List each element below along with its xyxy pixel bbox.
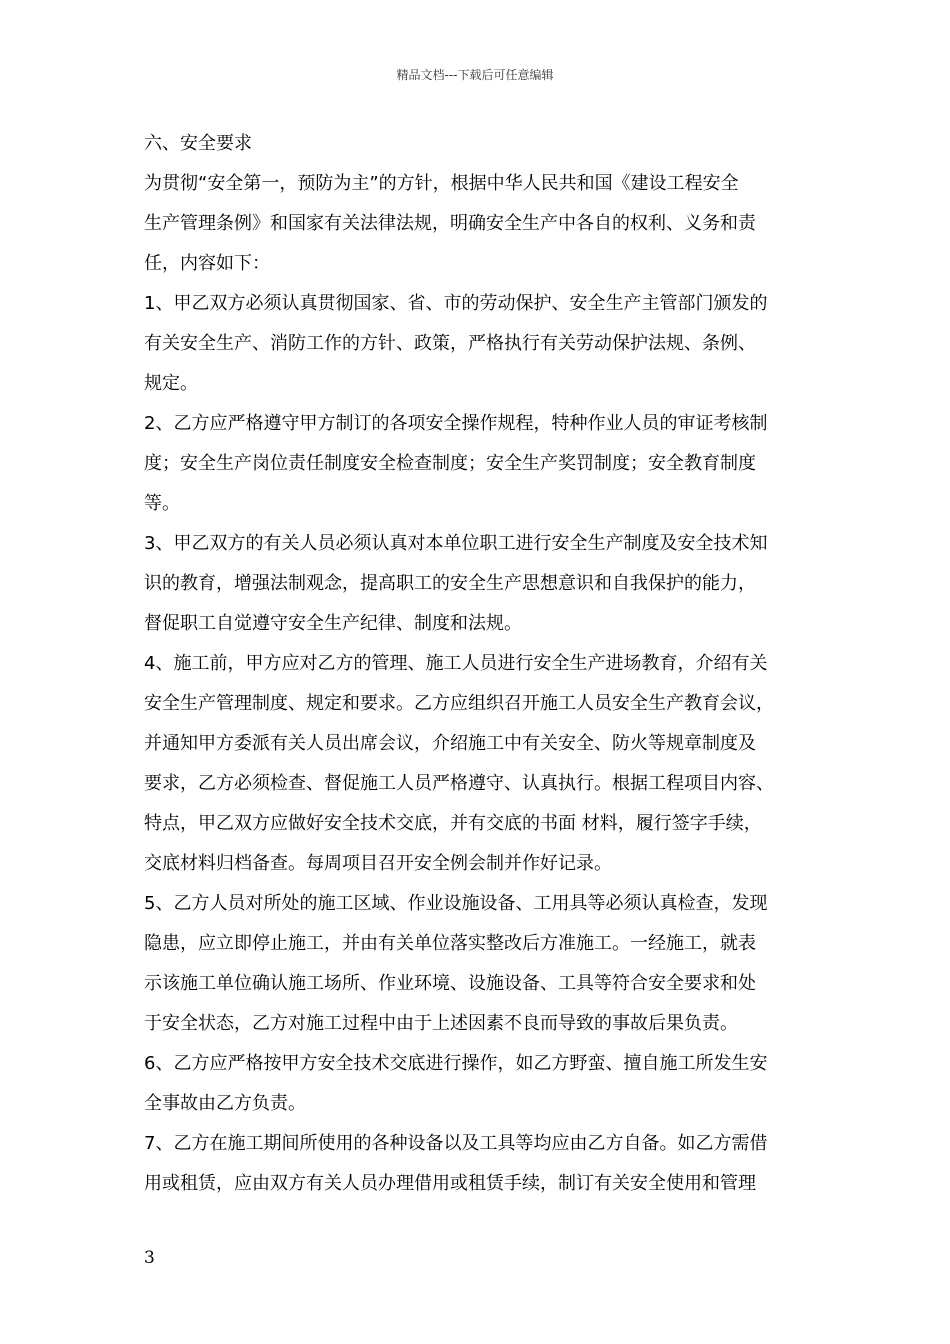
section-title: 六、安全要求 <box>144 133 252 154</box>
text-line: 全事故由乙方负责。 <box>144 1093 306 1114</box>
text-line: 等。 <box>144 493 180 514</box>
text-line: 7、乙方在施工期间所使用的各种设备以及工具等均应由乙方自备。如乙方需借 <box>144 1133 768 1154</box>
text-line: 于安全状态，乙方对施工过程中由于上述因素不良而导致的事故后果负责。 <box>144 1013 738 1034</box>
text-line: 规定。 <box>144 373 198 394</box>
text-line: 生产管理条例》和国家有关法律法规，明确安全生产中各自的权利、义务和责 <box>144 213 756 234</box>
text-line: 2、乙方应严格遵守甲方制订的各项安全操作规程，特种作业人员的审证考核制 <box>144 413 768 434</box>
text-line: 交底材料归档备查。每周项目召开安全例会制并作好记录。 <box>144 853 612 874</box>
page-header: 精品文档---下载后可任意编辑 <box>396 68 554 82</box>
text-line: 3、甲乙双方的有关人员必须认真对本单位职工进行安全生产制度及安全技术知 <box>144 533 768 554</box>
text-line: 为贯彻“安全第一，预防为主”的方针，根据中华人民共和国《建设工程安全 <box>144 173 739 194</box>
text-line: 隐患，应立即停止施工，并由有关单位落实整改后方准施工。一经施工，就表 <box>144 933 756 954</box>
text-line: 任，内容如下： <box>144 253 270 274</box>
text-line: 度；安全生产岗位责任制度安全检查制度；安全生产奖罚制度；安全教育制度 <box>144 453 756 474</box>
text-line: 督促职工自觉遵守安全生产纪律、制度和法规。 <box>144 613 522 634</box>
text-line: 安全生产管理制度、规定和要求。乙方应组织召开施工人员安全生产教育会议， <box>144 693 774 714</box>
page-number: 3 <box>144 1248 155 1268</box>
text-line: 并通知甲方委派有关人员出席会议，介绍施工中有关安全、防火等规章制度及 <box>144 733 756 754</box>
text-line: 用或租赁，应由双方有关人员办理借用或租赁手续，制订有关安全使用和管理 <box>144 1173 756 1194</box>
text-line: 1、甲乙双方必须认真贯彻国家、省、市的劳动保护、安全生产主管部门颁发的 <box>144 293 768 314</box>
text-line: 特点，甲乙双方应做好安全技术交底，并有交底的书面 材料，履行签字手续， <box>144 813 762 834</box>
text-line: 5、乙方人员对所处的施工区域、作业设施设备、工用具等必须认真检查，发现 <box>144 893 768 914</box>
text-line: 有关安全生产、消防工作的方针、政策，严格执行有关劳动保护法规、条例、 <box>144 333 756 354</box>
text-line: 识的教育，增强法制观念，提高职工的安全生产思想意识和自我保护的能力， <box>144 573 756 594</box>
text-line: 6、乙方应严格按甲方安全技术交底进行操作，如乙方野蛮、擅自施工所发生安 <box>144 1053 768 1074</box>
text-line: 4、施工前，甲方应对乙方的管理、施工人员进行安全生产进场教育，介绍有关 <box>144 653 768 674</box>
text-line: 示该施工单位确认施工场所、作业环境、设施设备、工具等符合安全要求和处 <box>144 973 756 994</box>
document-body <box>144 124 824 1204</box>
text-line: 要求，乙方必须检查、督促施工人员严格遵守、认真执行。根据工程项目内容、 <box>144 773 774 794</box>
